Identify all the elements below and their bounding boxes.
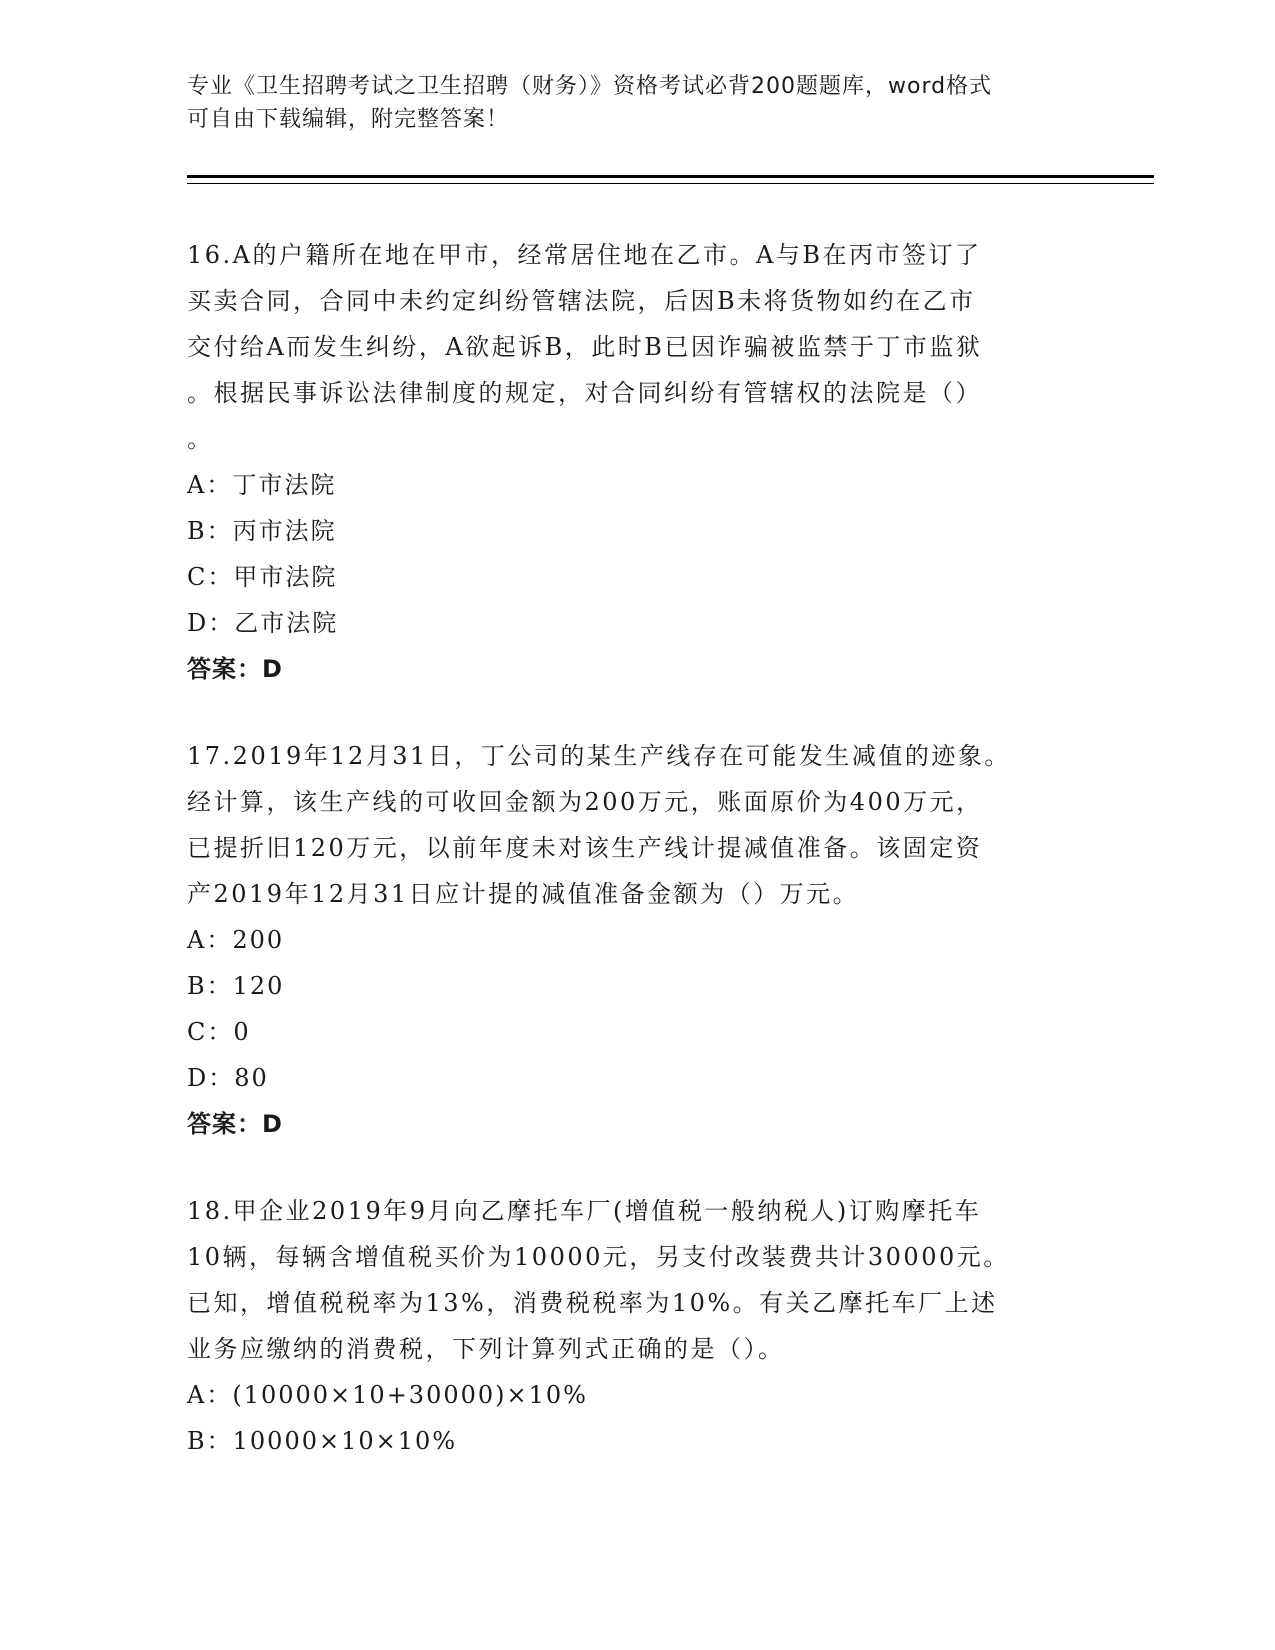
question-18 xyxy=(187,1188,1067,1464)
option-c: C：甲市法院 xyxy=(187,563,338,591)
header-divider-thin xyxy=(187,183,1154,184)
header-line-1: 专业《卫生招聘考试之卫生招聘（财务）》资格考试必背200题题库，word格式 xyxy=(187,74,993,99)
option-d: D：乙市法院 xyxy=(187,609,339,637)
option-b: B：10000×10×10% xyxy=(187,1427,458,1455)
question-line: 产2019年12月31日应计提的减值准备金额为（）万元。 xyxy=(187,880,860,908)
question-17 xyxy=(187,733,1067,1147)
question-line: 买卖合同，合同中未约定纠纷管辖法院，后因B未将货物如约在乙市 xyxy=(187,287,976,315)
option-b: B：120 xyxy=(187,972,285,1000)
question-line: 已知，增值税税率为13%，消费税税率为10%。有关乙摩托车厂上述 xyxy=(187,1289,998,1317)
question-16 xyxy=(187,232,1067,692)
option-a: A：丁市法院 xyxy=(187,471,337,499)
option-d: D：80 xyxy=(187,1064,269,1092)
document-header xyxy=(187,70,1067,136)
header-divider-thick xyxy=(187,175,1154,178)
question-line: 已提折旧120万元，以前年度未对该生产线计提减值准备。该固定资 xyxy=(187,834,983,862)
question-line: 交付给A而发生纠纷，A欲起诉B，此时B已因诈骗被监禁于丁市监狱 xyxy=(187,333,983,361)
question-line: 10辆，每辆含增值税买价为10000元，另支付改装费共计30000元。 xyxy=(187,1243,1010,1271)
question-line: 经计算，该生产线的可收回金额为200万元，账面原价为400万元， xyxy=(187,788,983,816)
header-line-2: 可自由下载编辑，附完整答案！ xyxy=(187,107,510,132)
answer: 答案：D xyxy=(187,1110,283,1138)
option-a: A：(10000×10+30000)×10% xyxy=(187,1381,588,1409)
question-line: 。根据民事诉讼法律制度的规定，对合同纠纷有管辖权的法院是（） xyxy=(187,379,982,407)
question-line: 业务应缴纳的消费税，下列计算列式正确的是（）。 xyxy=(187,1335,785,1363)
answer: 答案：D xyxy=(187,655,283,683)
question-line: 18.甲企业2019年9月向乙摩托车厂(增值税一般纳税人)订购摩托车 xyxy=(187,1197,982,1225)
option-c: C：0 xyxy=(187,1018,251,1046)
question-line: 16.A的户籍所在地在甲市，经常居住地在乙市。A与B在丙市签订了 xyxy=(187,241,982,269)
question-line: 17.2019年12月31日，丁公司的某生产线存在可能发生减值的迹象。 xyxy=(187,742,1011,770)
option-b: B：丙市法院 xyxy=(187,517,337,545)
question-text xyxy=(187,1188,1067,1372)
question-text xyxy=(187,232,1067,462)
option-a: A：200 xyxy=(187,926,285,954)
question-text xyxy=(187,733,1067,917)
question-line: 。 xyxy=(187,425,214,453)
